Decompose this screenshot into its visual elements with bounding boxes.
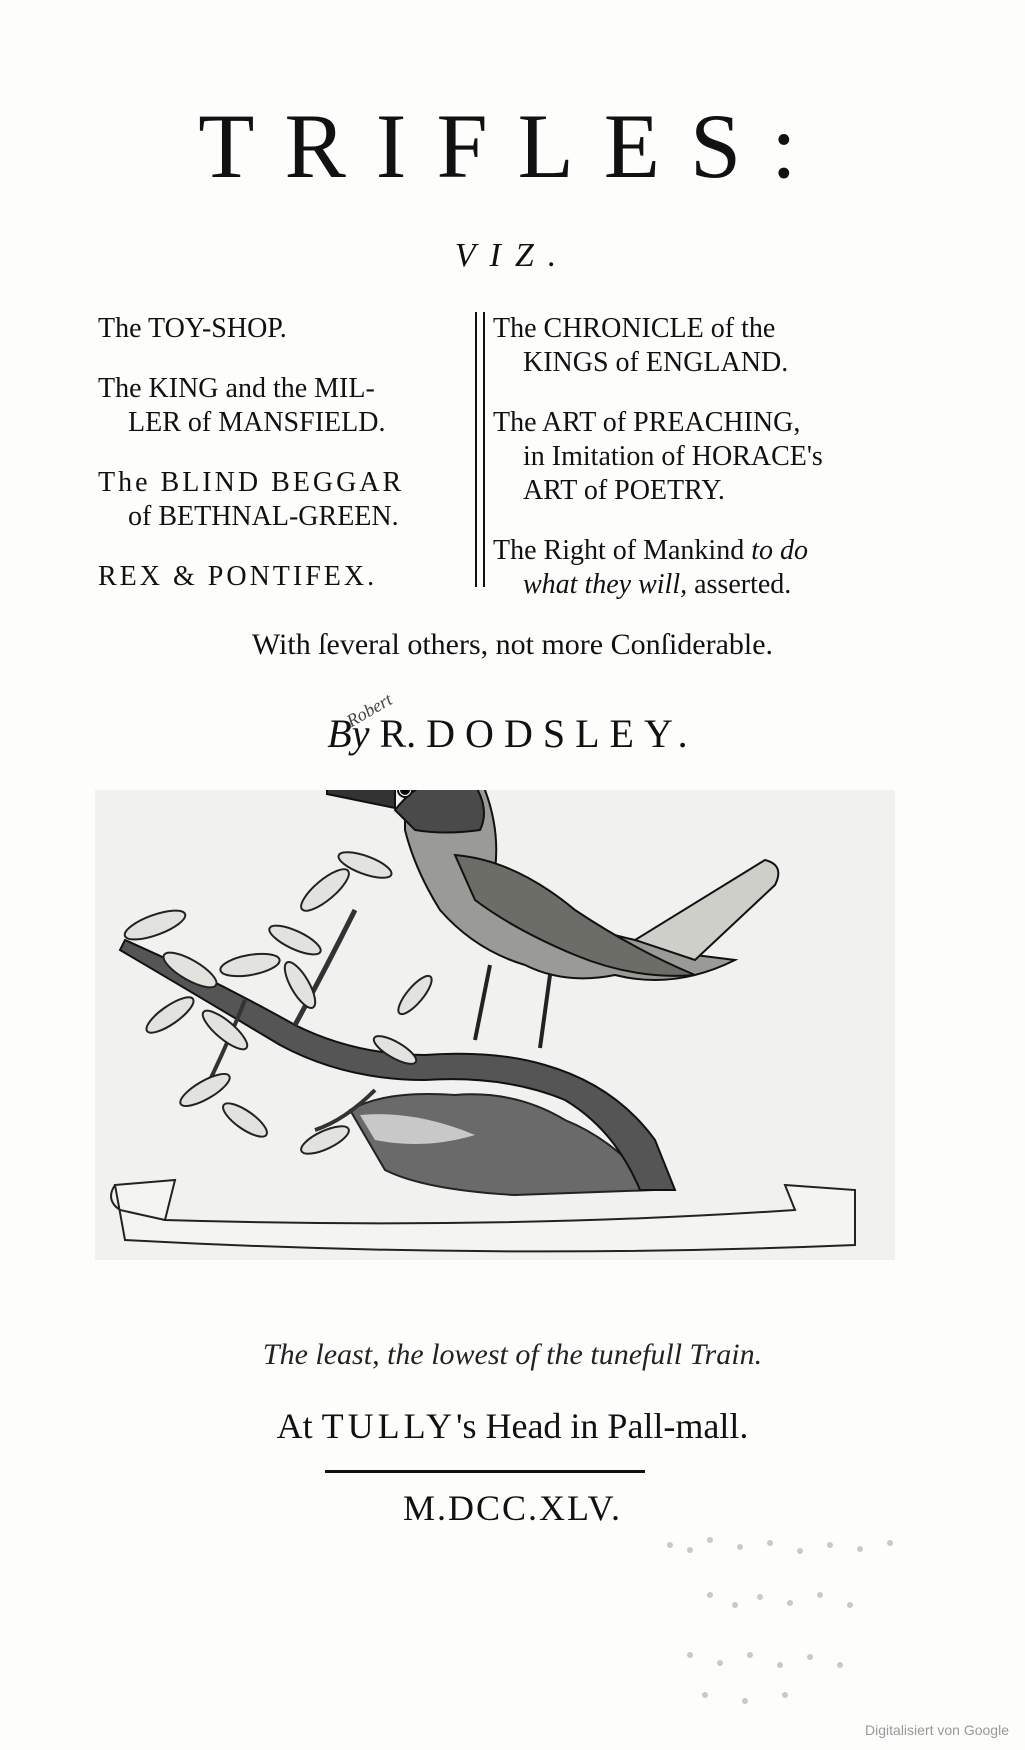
entry-italic: what they will,: [523, 569, 688, 600]
entry-line: REX & PONTIFEX.: [98, 561, 378, 592]
contents-entry: [493, 534, 863, 602]
contents-left-column: [98, 312, 468, 620]
entry-line: of BETHNAL-GREEN.: [128, 501, 399, 532]
entry-line: The BLIND BEGGAR: [98, 467, 405, 498]
author-initial: R.: [379, 711, 417, 756]
entry-italic: to do: [751, 535, 808, 566]
contents-entry: [493, 406, 863, 508]
entry-line: The Right of Mankind: [493, 535, 745, 566]
imprint-tully: TULLY: [321, 1406, 456, 1446]
viz-heading: VIZ.: [454, 237, 571, 274]
contents-right-column: [493, 312, 863, 628]
entry-line: The CHRONICLE of the: [493, 313, 776, 344]
entry-line: in Imitation of HORACE's: [523, 441, 823, 472]
handwritten-annotation: Robert: [343, 689, 396, 731]
entry-line: The ART of PREACHING,: [493, 407, 801, 438]
library-stamp: [650, 1525, 960, 1715]
book-title: TRIFLES:: [198, 95, 827, 197]
contents-list: [98, 312, 863, 600]
imprint-line: [0, 1405, 1025, 1447]
entry-line: The KING and the MIL-: [98, 373, 375, 404]
entry-line: LER of MANSFIELD.: [128, 407, 386, 438]
others-line: With ſeveral others, not more Conſiderable.: [251, 628, 774, 661]
imprint-rest: 's Head in Pall-mall.: [455, 1406, 749, 1446]
author-by: By: [327, 711, 370, 756]
contents-entry: [98, 312, 468, 346]
imprint-at: At: [276, 1406, 313, 1446]
entry-line: ART of POETRY.: [523, 475, 725, 506]
contents-entry: [98, 466, 468, 534]
entry-line-wrap: [493, 568, 863, 602]
entry-line: The TOY-SHOP.: [98, 313, 287, 344]
digitization-credit: Digitalisiert von Google: [865, 1722, 1009, 1738]
contents-entry: [98, 560, 468, 594]
entry-line: asserted.: [694, 569, 792, 600]
author-line: [0, 710, 1025, 757]
column-divider: [475, 312, 485, 587]
contents-entry: [98, 372, 468, 440]
ribbon-motto: The least, the lowest of the tunefull Train.: [262, 1338, 763, 1371]
bird-engraving: [95, 790, 895, 1400]
entry-line: KINGS of ENGLAND.: [523, 347, 789, 378]
author-name: DODSLEY.: [426, 711, 698, 756]
publication-date: M.DCC.XLV.: [402, 1488, 623, 1528]
contents-entry: [493, 312, 863, 380]
imprint-rule: [325, 1470, 645, 1473]
